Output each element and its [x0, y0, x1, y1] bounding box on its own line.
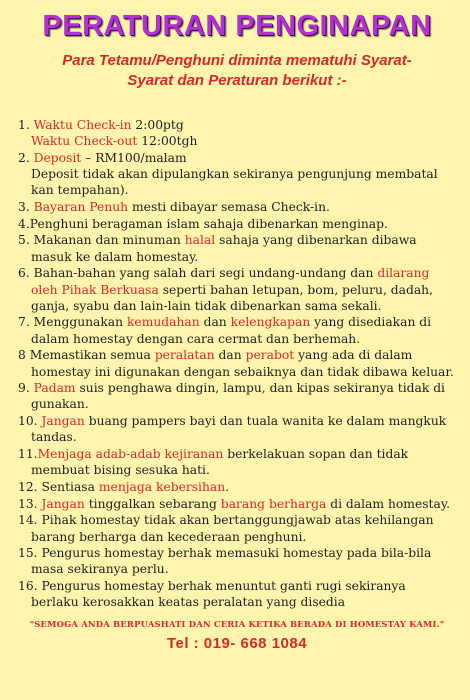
rule-7-highlight-2: kelengkapan — [230, 315, 311, 330]
rule-16-text: Pengurus homestay berhak menuntut ganti rugi sekiranya berlaku kerosakkan keatas peralatan yang disedia — [31, 579, 406, 610]
rule-2-detail: Deposit tidak akan dipulangkan sekiranya pengunjung membatal kan tempahan). — [31, 167, 438, 198]
rule-15-text: Pengurus homestay berhak memasuki homestay pada bila-bila masa sekiranya perlu. — [31, 546, 432, 577]
rule-2-highlight: Deposit — [33, 150, 82, 165]
rule-13-highlight-1: Jangan — [41, 496, 85, 511]
rule-6: 6. Bahan-bahan yang salah dari segi undang-undang dan dilarang oleh Pihak Berkuasa seperti bahan letupan, bom, peluru, dadah, ganja, syabu dan lain-lain tidak dibenarkan sama sekali. — [18, 266, 434, 313]
poster-subtitle — [18, 51, 456, 91]
rule-15: 15. Pengurus homestay berhak memasuki homestay pada bila-bila masa sekiranya perlu. — [18, 546, 432, 577]
rule-1-checkout-time: 12:00tgh — [137, 134, 198, 149]
rule-12-highlight: menjaga kebersihan — [98, 479, 226, 494]
closing-note: "SEMOGA ANDA BERPUASHATI DAN CERIA KETIKA BERADA DI HOMESTAY KAMI." — [29, 618, 445, 629]
rule-5-highlight: halal — [184, 233, 216, 248]
rule-14: 14. Pihak homestay tidak akan bertanggungjawab atas kehilangan barang berharga dan kecederaan penghuni. — [18, 513, 434, 544]
rule-8: 8 Memastikan semua peralatan dan perabot yang ada di dalam homestay ini digunakan dengan sebaiknya dan tidak dibawa keluar. — [18, 348, 454, 379]
rule-2-text: – RM100/malam — [81, 150, 187, 165]
rule-3-highlight: Bayaran Penuh — [33, 200, 129, 215]
subtitle-line-2: Syarat dan Peraturan berikut :- — [127, 72, 347, 89]
rule-6-highlight: dilarang oleh Pihak Berkuasa — [31, 266, 430, 297]
rule-11: 11.Menjaga adab-adab kejiranan berkelakuan sopan dan tidak membuat bising sesuka hati. — [18, 447, 409, 478]
rule-16: 16. Pengurus homestay berhak menuntut ganti rugi sekiranya berlaku kerosakkan keatas peralatan yang disedia — [18, 579, 406, 610]
rules-list — [18, 117, 456, 611]
rule-7: 7. Menggunakan kemudahan dan kelengkapan yang disediakan di dalam homestay dengan cara cermat dan berhemah. — [18, 315, 432, 346]
rule-3: 3. Bayaran Penuh mesti dibayar semasa Check-in. — [18, 200, 330, 215]
rule-9: 9. Padam suis penghawa dingin, lampu, dan kipas sekiranya tidak di gunakan. — [18, 381, 445, 412]
rule-10: 10. Jangan buang pampers bayi dan tuala wanita ke dalam mangkuk tandas. — [18, 414, 447, 445]
rule-1: 1. Waktu Check-in 2:00ptg Waktu Check-out 12:00tgh — [18, 118, 198, 149]
rule-4: 4.Penghuni beragaman islam sahaja dibenarkan menginap. — [18, 216, 388, 231]
rule-9-highlight: Padam — [33, 381, 76, 396]
rule-7-highlight-1: kemudahan — [126, 315, 200, 330]
rule-8-highlight-1: peralatan — [154, 348, 215, 363]
contact-phone: Tel : 019- 668 1084 — [166, 634, 308, 652]
rule-14-text: Pihak homestay tidak akan bertanggungjawab atas kehilangan barang berharga dan kecederaan penghuni. — [31, 513, 434, 544]
rule-12: 12. Sentiasa menjaga kebersihan. — [18, 479, 230, 494]
rule-5: 5. Makanan dan minuman halal sahaja yang dibenarkan dibawa masuk ke dalam homestay. — [18, 233, 417, 264]
rule-8-highlight-2: perabot — [245, 348, 295, 363]
rule-1-checkout-label: Waktu Check-out — [31, 134, 138, 149]
rule-2: 2. Deposit – RM100/malam Deposit tidak akan dipulangkan sekiranya pengunjung membatal kan tempahan). — [18, 150, 438, 198]
rule-4-text: Penghuni beragaman islam sahaja dibenarkan menginap. — [29, 216, 388, 231]
rule-13-highlight-2: barang berharga — [220, 496, 327, 511]
rule-10-highlight: Jangan — [41, 414, 85, 429]
rule-11-highlight: Menjaga adab-adab kejiranan — [37, 447, 224, 462]
poster-title: PERATURAN PENGINAPAN — [42, 10, 432, 42]
subtitle-line-1: Para Tetamu/Penghuni diminta mematuhi Syarat- — [62, 52, 412, 69]
rule-3-text: mesti dibayar semasa Check-in. — [128, 200, 330, 215]
rule-1-checkin-time: 2:00ptg — [131, 118, 184, 132]
rule-13: 13. Jangan tinggalkan sebarang barang berharga di dalam homestay. — [18, 496, 451, 511]
rule-1-checkin-label: Waktu Check-in — [33, 118, 132, 132]
